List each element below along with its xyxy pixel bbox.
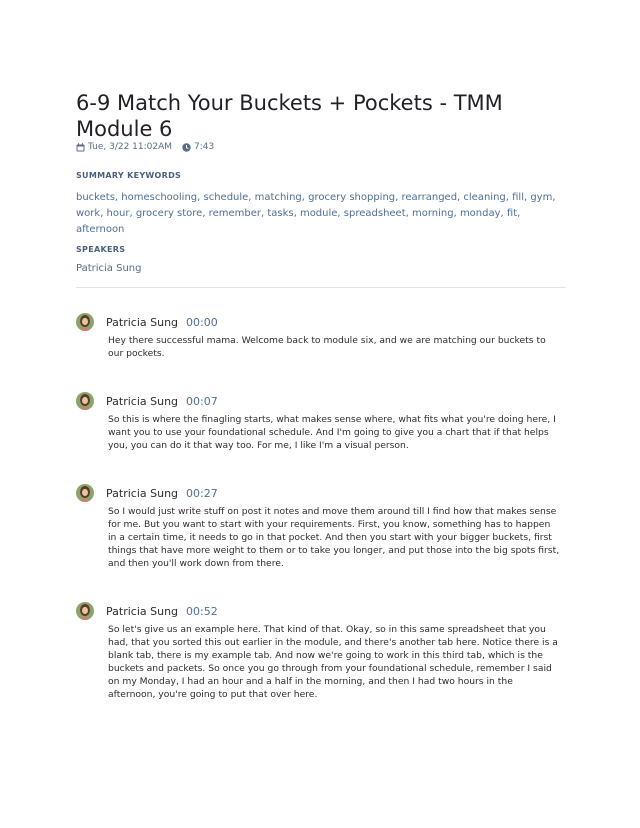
entry-header [106,487,218,500]
avatar [76,484,94,502]
entry-header [106,316,218,329]
timestamp[interactable]: 00:52 [186,605,218,618]
divider [76,287,566,288]
speaker-list: Patricia Sung [76,263,142,274]
avatar [76,392,94,410]
speakers-label: SPEAKERS [76,245,126,254]
duration-text: 7:43 [194,142,215,152]
summary-keywords-label: SUMMARY KEYWORDS [76,171,182,180]
summary-keywords: buckets, homeschooling, schedule, matching, grocery shopping, rearranged, cleaning, fill, gym, work, hour, grocery store, remember, tasks, module, spreadsheet, morning, monday, fit, afternoon [76,192,556,235]
avatar [76,602,94,620]
calendar-icon [76,143,85,152]
meeting-duration [182,142,214,152]
speaker-name: Patricia Sung [106,487,179,500]
timestamp[interactable]: 00:00 [186,316,218,329]
meeting-meta [76,142,224,152]
timestamp[interactable]: 00:07 [186,395,218,408]
speaker-name: Patricia Sung [106,605,179,618]
speaker-name: Patricia Sung [106,395,179,408]
transcript-text: So let's give us an example here. That kind of that. Okay, so in this same spreadsheet that you had, that you sorted this out earlier in the module, and there's another tab here. Notice there is a blank tab, there is my example tab. And now we're going to work in this third tab, which is the buckets and packets. So once you go through from your foundational schedule, remember I said on my Monday, I had an hour and a half in the morning, and then I had two hours in the afternoon, you're going to put that over here. [108,624,558,700]
page-title: 6-9 Match Your Buckets + Pockets - TMM Module 6 [76,91,503,141]
avatar [76,313,94,331]
timestamp[interactable]: 00:27 [186,487,218,500]
meeting-date [76,142,172,152]
entry-header [106,605,218,618]
clock-icon [182,143,191,152]
speaker-name: Patricia Sung [106,316,179,329]
date-text: Tue, 3/22 11:02AM [88,142,173,152]
entry-header [106,395,218,408]
transcript-text: So this is where the finagling starts, what makes sense where, what fits what you're doing here, I want you to use your foundational schedule. And I'm going to give you a chart that if that helps you, you can do it that way too. For me, I like I'm a visual person. [108,414,556,451]
transcript-text: So I would just write stuff on post it notes and move them around till I find how that makes sense for me. But you want to start with your requirements. First, you know, something has to happen in a certain time, it needs to go in that pocket. And then you start with your bigger buckets, first things that have more weight to them or to take you longer, and put those into the big spots first, and then you'll work down from there. [108,506,560,569]
transcript-text: Hey there successful mama. Welcome back to module six, and we are matching our buckets to our pockets. [108,335,546,359]
